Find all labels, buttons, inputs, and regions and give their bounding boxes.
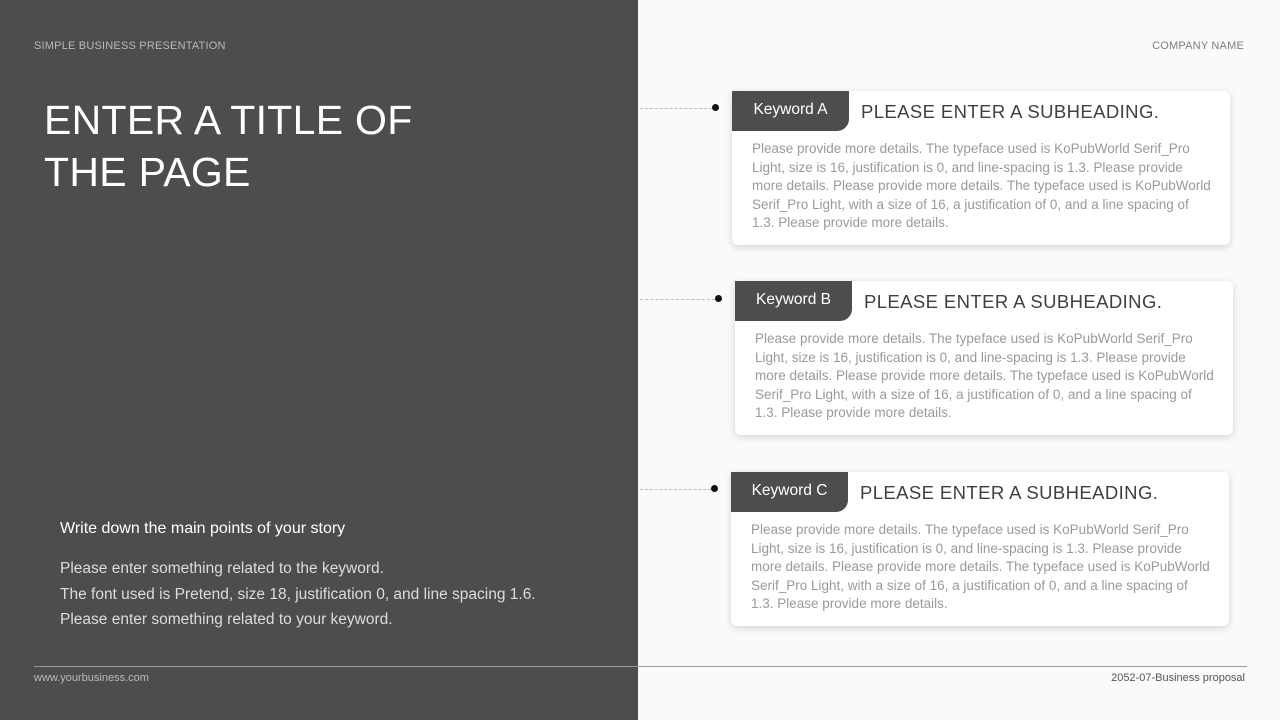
card-body-b: Please provide more details. The typeface used is KoPubWorld Serif_Pro Light, size is 16, justification is 0, and line-spacing is 1.3. Please provide more details. Please provide more details. The typeface used is KoPubWorld Serif_Pro Light, with a size of 16, a justification of 0, and a line spacing of 1.3. Please provide more details. bbox=[755, 331, 1214, 421]
connector-line-a bbox=[640, 108, 712, 109]
card-keyword-a bbox=[732, 91, 1230, 245]
footer-website: www.yourbusiness.com bbox=[34, 672, 149, 684]
keyword-tab-c: Keyword C bbox=[731, 472, 848, 512]
story-line-1: Please enter something related to the keyword. bbox=[60, 560, 384, 577]
company-name: COMPANY NAME bbox=[1152, 40, 1244, 52]
card-body-a: Please provide more details. The typeface used is KoPubWorld Serif_Pro Light, size is 16, justification is 0, and line-spacing is 1.3. Please provide more details. Please provide more details. The typeface used is KoPubWorld Serif_Pro Light, with a size of 16, a justification of 0, and a line spacing of 1.3. Please provide more details. bbox=[752, 141, 1211, 231]
connector-dot-b bbox=[715, 295, 722, 302]
card-keyword-c bbox=[731, 472, 1229, 626]
connector-line-b bbox=[640, 299, 715, 300]
story-line-2: The font used is Pretend, size 18, justification 0, and line spacing 1.6. bbox=[60, 585, 536, 603]
page-title-line-2: THE PAGE bbox=[44, 149, 251, 195]
connector-dot-c bbox=[711, 485, 718, 492]
footer-doc-label: 2052-07-Business proposal bbox=[1111, 672, 1245, 684]
page-title-line-1: ENTER A TITLE OF bbox=[44, 97, 413, 143]
story-section bbox=[60, 520, 620, 633]
story-heading: Write down the main points of your story bbox=[60, 520, 346, 537]
keyword-tab-b: Keyword B bbox=[735, 281, 852, 321]
connector-dot-a bbox=[712, 104, 719, 111]
footer-divider bbox=[34, 666, 1247, 667]
presentation-label: SIMPLE BUSINESS PRESENTATION bbox=[34, 40, 226, 52]
keyword-tab-a: Keyword A bbox=[732, 91, 849, 131]
page-title bbox=[44, 94, 464, 198]
card-subheading-a: PLEASE ENTER A SUBHEADING. bbox=[861, 101, 1160, 122]
connector-line-c bbox=[640, 489, 711, 490]
card-subheading-b: PLEASE ENTER A SUBHEADING. bbox=[864, 291, 1163, 312]
card-keyword-b bbox=[735, 281, 1233, 435]
story-line-3: Please enter something related to your keyword. bbox=[60, 611, 393, 628]
card-body-c: Please provide more details. The typeface used is KoPubWorld Serif_Pro Light, size is 16, justification is 0, and line-spacing is 1.3. Please provide more details. Please provide more details. The typeface used is KoPubWorld Serif_Pro Light, with a size of 16, a justification of 0, and a line spacing of 1.3. Please provide more details. bbox=[751, 522, 1210, 612]
card-subheading-c: PLEASE ENTER A SUBHEADING. bbox=[860, 482, 1159, 503]
